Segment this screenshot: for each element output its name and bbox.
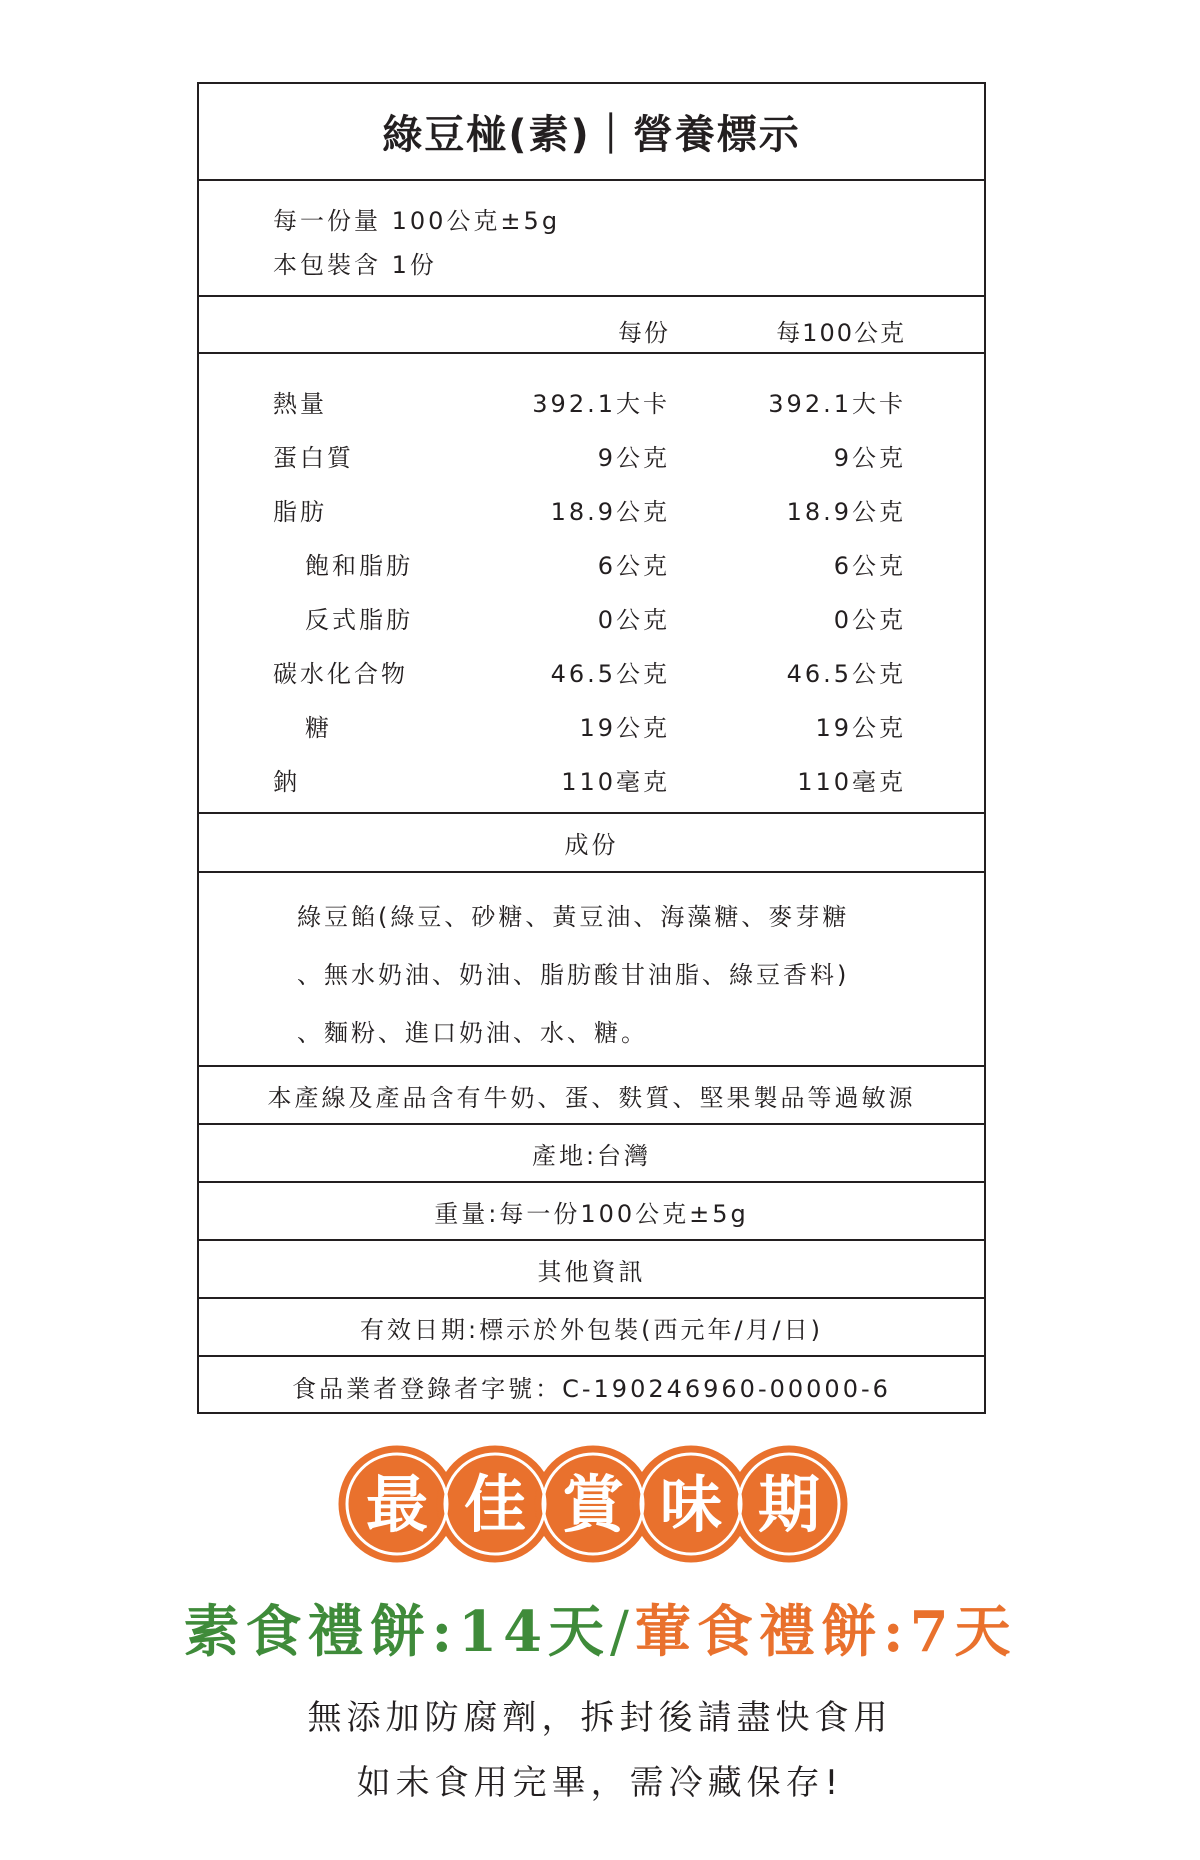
nutrient-row xyxy=(199,480,984,534)
allergen-info: 本產線及產品含有牛奶、蛋、麩質、堅果製品等過敏源 xyxy=(199,1067,984,1125)
nutrient-per-serving: 46.5公克 xyxy=(550,660,670,688)
ingredients-line: 、無水奶油、奶油、脂肪酸甘油脂、綠豆香料) xyxy=(297,961,850,989)
nutrient-row xyxy=(199,696,984,750)
expiry-info: 有效日期:標示於外包裝(西元年/月/日) xyxy=(199,1299,984,1357)
badge-char: 佳 xyxy=(463,1468,527,1541)
nutrient-per-serving: 19公克 xyxy=(579,714,670,742)
shelf-life-separator: / xyxy=(610,1600,635,1665)
nutrient-per-serving: 110毫克 xyxy=(561,768,670,796)
badge-char: 最 xyxy=(365,1468,429,1541)
nutrient-per-100g: 46.5公克 xyxy=(786,660,906,688)
nutrient-per-100g: 9公克 xyxy=(833,444,906,472)
col-per-100g: 每100公克 xyxy=(776,319,906,347)
shelf-life-line xyxy=(0,1588,1200,1668)
badge-char: 期 xyxy=(757,1468,821,1541)
nutrient-name: 糖 xyxy=(305,714,332,742)
label-title-row xyxy=(199,84,984,181)
best-before-badge xyxy=(337,1444,849,1564)
nutrient-per-serving: 9公克 xyxy=(597,444,670,472)
nutrient-per-100g: 6公克 xyxy=(833,552,906,580)
nutrient-row xyxy=(199,750,984,804)
nutrient-name: 熱量 xyxy=(273,390,327,418)
serving-size: 每一份量 100公克±5g xyxy=(273,207,561,235)
nutrition-label xyxy=(197,82,986,1414)
weight-info: 重量:每一份100公克±5g xyxy=(199,1183,984,1241)
servings-per-pack: 本包裝含 1份 xyxy=(273,251,437,279)
registration-number: 食品業者登錄者字號：C-190246960-00000-6 xyxy=(292,1374,891,1403)
nutrient-name: 鈉 xyxy=(273,768,300,796)
other-info-title: 其他資訊 xyxy=(199,1241,984,1299)
nutrient-per-serving: 0公克 xyxy=(597,606,670,634)
ingredients-list xyxy=(199,873,984,1067)
nutrient-per-100g: 110毫克 xyxy=(797,768,906,796)
nutrient-name: 反式脂肪 xyxy=(305,606,413,634)
nutrient-per-serving: 6公克 xyxy=(597,552,670,580)
storage-note-2: 如未食用完畢，需冷藏保存! xyxy=(356,1763,844,1803)
column-header-row xyxy=(199,297,984,354)
nutrient-per-serving: 18.9公克 xyxy=(550,498,670,526)
ingredients-line: 、麵粉、進口奶油、水、糖。 xyxy=(297,1019,648,1047)
nutrient-table xyxy=(199,354,984,814)
nutrient-per-serving: 392.1大卡 xyxy=(532,390,670,418)
nutrient-row xyxy=(199,642,984,696)
badge-char: 味 xyxy=(659,1468,723,1541)
nutrient-row xyxy=(199,426,984,480)
nutrient-per-100g: 18.9公克 xyxy=(786,498,906,526)
nutrient-per-100g: 392.1大卡 xyxy=(768,390,906,418)
nutrient-per-100g: 0公克 xyxy=(833,606,906,634)
col-per-serving: 每份 xyxy=(618,319,670,347)
nutrient-name: 蛋白質 xyxy=(273,444,354,472)
nutrient-name: 脂肪 xyxy=(273,498,327,526)
label-title: 綠豆椪(素)｜營養標示 xyxy=(382,112,801,158)
nutrient-name: 碳水化合物 xyxy=(273,660,408,688)
nutrient-row xyxy=(199,588,984,642)
nutrient-per-100g: 19公克 xyxy=(815,714,906,742)
veg-shelf-life: 素食禮餅:14天 xyxy=(183,1599,611,1665)
nutrient-name: 飽和脂肪 xyxy=(305,552,413,580)
nutrient-row xyxy=(199,372,984,426)
ingredients-title: 成份 xyxy=(199,814,984,873)
serving-info xyxy=(199,181,984,297)
nutrient-row xyxy=(199,534,984,588)
ingredients-line: 綠豆餡(綠豆、砂糖、黃豆油、海藻糖、麥芽糖 xyxy=(297,903,850,931)
origin-info: 產地:台灣 xyxy=(199,1125,984,1183)
storage-note-1: 無添加防腐劑，拆封後請盡快食用 xyxy=(307,1698,893,1738)
meat-shelf-life: 葷食禮餅:7天 xyxy=(634,1599,1017,1665)
badge-char: 賞 xyxy=(561,1468,625,1541)
